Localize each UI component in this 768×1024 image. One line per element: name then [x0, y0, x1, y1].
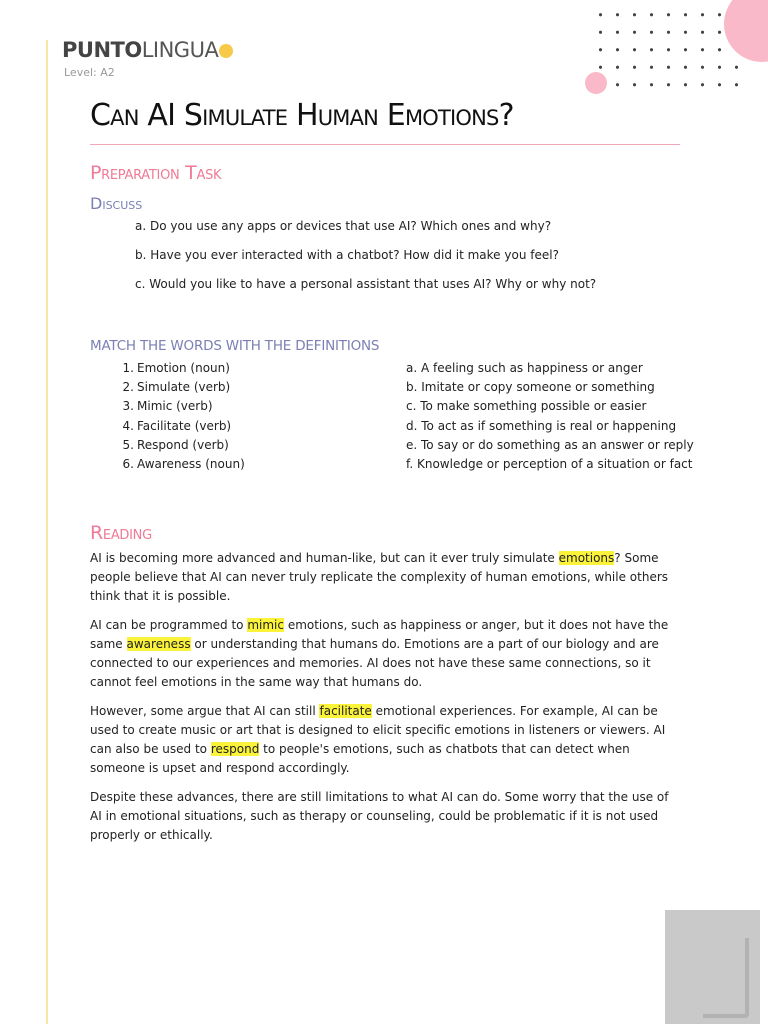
- word-text: Emotion (noun): [137, 361, 230, 375]
- word-item: [112, 398, 245, 417]
- word-list: [112, 360, 245, 475]
- word-number: 3.: [122, 399, 134, 414]
- word-text: Awareness (noun): [137, 456, 245, 471]
- text-run: to people's emotions, such as chatbots that can detect when someone is upset and respond accordingly.: [90, 742, 630, 775]
- highlighted-word-emotions: emotions: [558, 551, 615, 565]
- text-run: emotional experiences. For example, AI can be used to create music or art that is designed to elicit specific emotions in listeners or viewers. AI can also be used to: [90, 704, 666, 756]
- logo-dot-icon: [219, 44, 233, 58]
- word-number: 4.: [122, 418, 134, 433]
- reading-paragraph-3: [90, 702, 680, 778]
- text-run: AI can be programmed to: [90, 618, 248, 632]
- discuss-question-a: a. Do you use any apps or devices that use AI? Which ones and why?: [135, 219, 552, 233]
- discuss-question-b: b. Have you ever interacted with a chatbot? How did it make you feel?: [135, 248, 559, 262]
- highlighted-word-respond: respond: [210, 742, 260, 756]
- discuss-heading: Discuss: [90, 194, 143, 213]
- word-number: 5.: [122, 437, 134, 452]
- discuss-question-c: c. Would you like to have a personal assistant that uses AI? Why or why not?: [135, 277, 597, 291]
- word-item: [112, 456, 245, 475]
- corner-bracket-icon: [703, 938, 749, 1018]
- definition-list: [406, 360, 694, 475]
- matching-heading: MATCH THE WORDS WITH THE DEFINITIONS: [90, 338, 380, 354]
- text-run: emotions, such as happiness or anger, but it does not have the same: [90, 618, 669, 651]
- text-run: However, some argue that AI can still: [90, 704, 320, 718]
- decorative-pink-circle-small: [585, 72, 607, 94]
- word-item: [112, 437, 245, 456]
- definition-item: c. To make something possible or easier: [406, 399, 647, 414]
- preparation-heading: Preparation Task: [90, 162, 222, 184]
- highlighted-word-awareness: awareness: [126, 637, 191, 651]
- word-item: [112, 360, 245, 379]
- page-title: Can AI Simulate Human Emotions?: [90, 98, 514, 133]
- definition-item: a. A feeling such as happiness or anger: [406, 361, 643, 375]
- word-text: Respond (verb): [137, 437, 229, 452]
- highlighted-word-mimic: mimic: [247, 618, 284, 632]
- word-number: 6.: [122, 456, 134, 471]
- margin-line: [46, 40, 48, 1024]
- level-label: Level: A2: [64, 66, 115, 79]
- title-divider: [90, 144, 680, 145]
- brand-name-bold: PUNTO: [62, 38, 142, 62]
- text-run: AI is becoming more advanced and human-like, but can it ever truly simulate: [90, 551, 559, 565]
- word-item: [112, 379, 245, 398]
- text-run: or understanding that humans do. Emotions are a part of our biology and are connected to our experiences and memories. AI does not have these same connections, so it cannot feel emotions in the same way that humans do.: [90, 637, 659, 689]
- brand-name-light: LINGUA: [141, 38, 219, 62]
- word-item: [112, 418, 245, 437]
- word-text: Facilitate (verb): [137, 418, 232, 433]
- word-text: Mimic (verb): [137, 399, 213, 414]
- highlighted-word-facilitate: facilitate: [319, 704, 372, 718]
- word-number: 2.: [122, 380, 134, 395]
- reading-paragraph-2: [90, 616, 680, 692]
- reading-heading: Reading: [90, 522, 152, 544]
- reading-text: [90, 549, 680, 855]
- definition-item: f. Knowledge or perception of a situation or fact: [406, 456, 693, 471]
- definition-item: d. To act as if something is real or happening: [406, 418, 677, 433]
- definition-item: e. To say or do something as an answer or reply: [406, 437, 694, 452]
- word-number: 1.: [122, 361, 134, 375]
- reading-paragraph-4: Despite these advances, there are still limitations to what AI can do. Some worry that the use of AI in emotional situations, such as therapy or counseling, could be problematic if it is not used properly or ethically.: [90, 790, 669, 842]
- text-run: ? Some people believe that AI can never truly replicate the complexity of human emotions, while others think that it is possible.: [90, 551, 669, 603]
- reading-paragraph-1: [90, 549, 680, 606]
- definition-item: b. Imitate or copy someone or something: [406, 380, 655, 395]
- word-text: Simulate (verb): [137, 380, 231, 395]
- brand-logo: [62, 38, 233, 62]
